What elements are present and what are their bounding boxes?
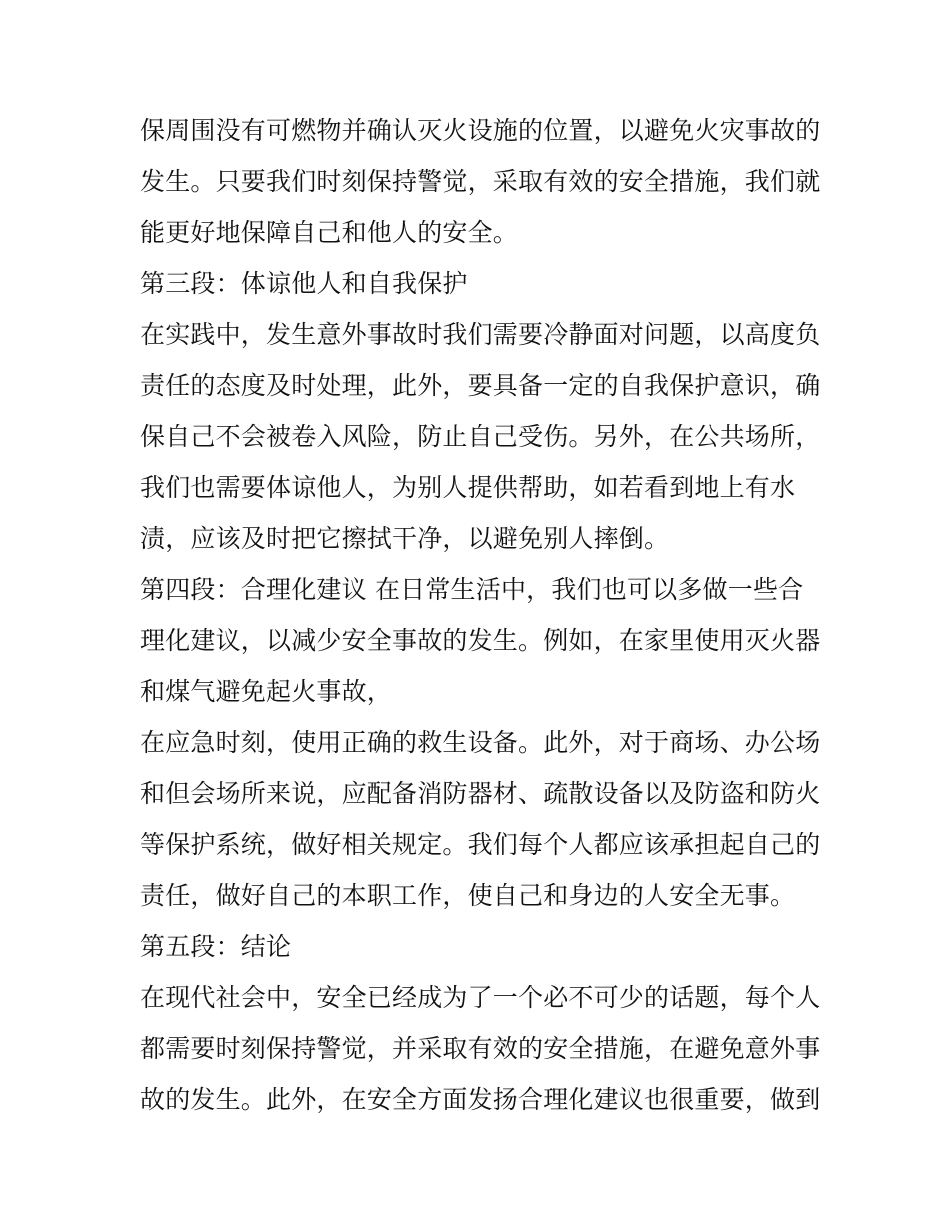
section-heading: 第四段：合理化建议 在日常生活中，我们也可以多做一些合: [140, 575, 804, 604]
text-line: 责任的态度及时处理，此外，要具备一定的自我保护意识，确: [140, 371, 821, 400]
text-line: 理化建议，以减少安全事故的发生。例如，在家里使用灭火器: [140, 626, 821, 655]
text-line: 我们也需要体谅他人，为别人提供帮助，如若看到地上有水: [140, 473, 796, 502]
text-line: 在现代社会中，安全已经成为了一个必不可少的话题，每个人: [140, 983, 821, 1012]
text-line: 在应急时刻，使用正确的救生设备。此外，对于商场、办公场: [140, 728, 821, 757]
text-line: 保自己不会被卷入风险，防止自己受伤。另外，在公共场所，: [140, 422, 821, 451]
text-line: 都需要时刻保持警觉，并采取有效的安全措施，在避免意外事: [140, 1034, 821, 1063]
text-line: 能更好地保障自己和他人的安全。: [140, 218, 519, 247]
text-line: 等保护系统，做好相关规定。我们每个人都应该承担起自己的: [140, 830, 821, 859]
text-line: 和煤气避免起火事故，: [140, 677, 393, 706]
text-line: 在实践中，发生意外事故时我们需要冷静面对问题，以高度负: [140, 320, 821, 349]
text-line: 故的发生。此外，在安全方面发扬合理化建议也很重要，做到: [140, 1085, 821, 1114]
section-heading: 第三段：体谅他人和自我保护: [140, 269, 468, 298]
text-line: 和但会场所来说，应配备消防器材、疏散设备以及防盗和防火: [140, 779, 821, 808]
text-line: 责任，做好自己的本职工作，使自己和身边的人安全无事。: [140, 881, 796, 910]
text-line: 渍，应该及时把它擦拭干净，以避免别人摔倒。: [140, 524, 670, 553]
text-line: 发生。只要我们时刻保持警觉，采取有效的安全措施，我们就: [140, 167, 821, 196]
text-line: 保周围没有可燃物并确认灭火设施的位置，以避免火灾事故的: [140, 116, 821, 145]
section-heading: 第五段：结论: [140, 932, 292, 961]
document-body: [140, 105, 820, 1125]
